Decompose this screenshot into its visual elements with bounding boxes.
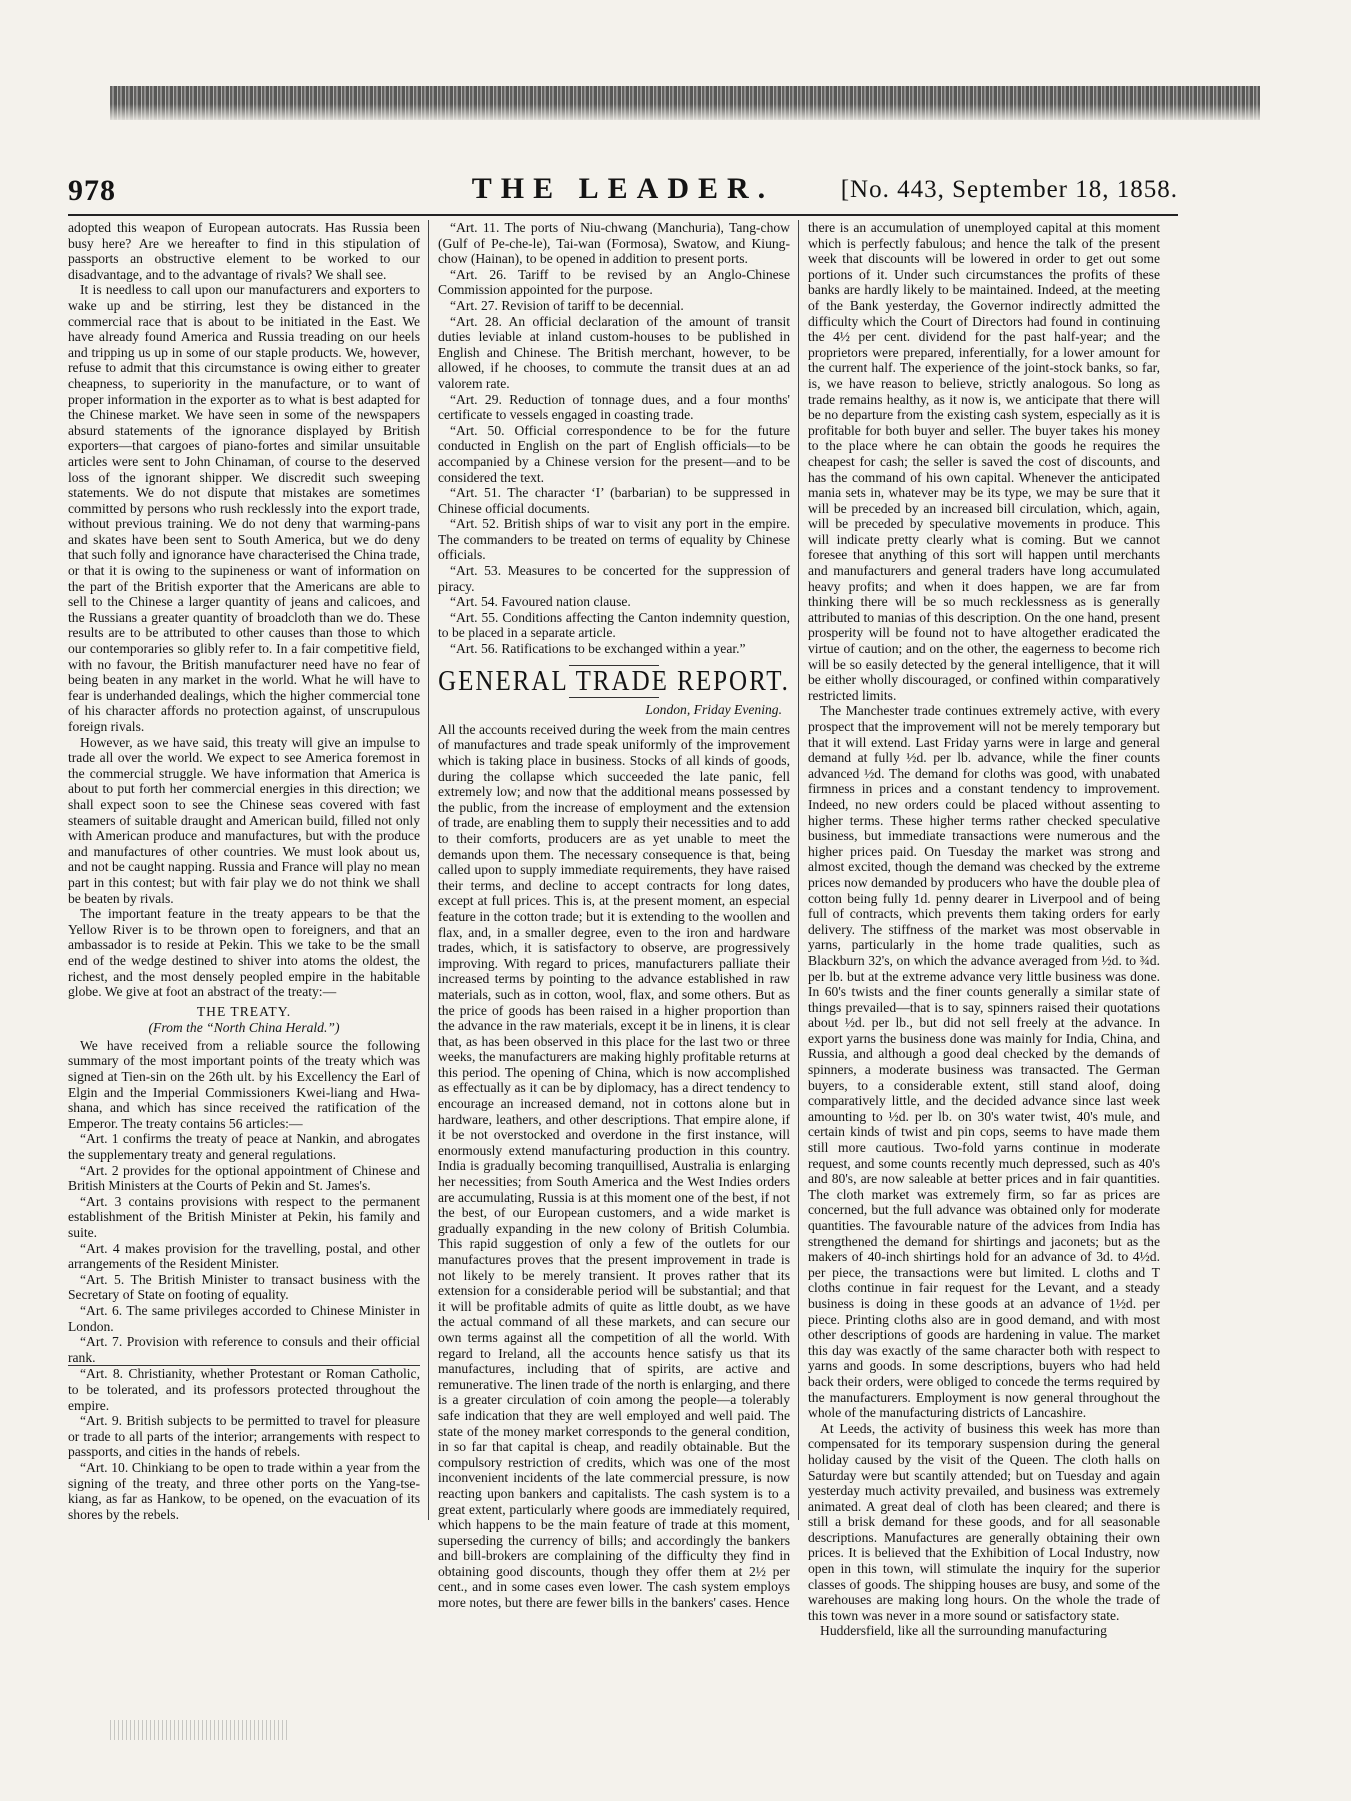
treaty-article: “Art. 2 provides for the optional appointment of Chinese and British Ministers at the Courts of Pekin and St. James's. xyxy=(68,1162,420,1194)
issue-date: [No. 443, September 18, 1858. xyxy=(840,176,1178,203)
masthead xyxy=(68,170,1178,214)
section-rule xyxy=(569,697,659,698)
treaty-article: “Art. 1 confirms the treaty of peace at Nankin, and abrogates the supplementary treaty and general regulations. xyxy=(68,1131,420,1163)
paragraph: The important feature in the treaty appears to be that the Yellow River is to be thrown open to foreigners, and that an ambassador is to reside at Pekin. This we take to be the small end of the wedge destined to shiver into atoms the oldest, the richest, and the most densely peopled empire in the habitable globe. We give at foot an abstract of the treaty:— xyxy=(68,906,420,1000)
masthead-rule xyxy=(68,214,1178,216)
paragraph: At Leeds, the activity of business this week has more than compensated for its temporary suspension during the general holiday caused by the visit of the Queen. The cloth halls on Saturday were but scantily attended; but on Tuesday and again yesterday much activity prevailed, and business was extremely animated. A great deal of cloth has been cleared; and there is still a brisk demand for these goods, and for all seasonable descriptions. Manufactures are generally obtaining their own prices. It is believed that the Exhibition of Local Industry, now open in this town, will stimulate the inquiry for the superior classes of goods. The shipping houses are busy, and some of the warehouses are making long hours. On the whole the trade of this town was never in a more sound or satisfactory state. xyxy=(808,1420,1160,1623)
treaty-article: “Art. 10. Chinkiang to be open to trade within a year from the signing of the treaty, and three other ports on the Yang-tse-kiang, as far as Hankow, to be opened, on the evacuation of its shores by the rebels. xyxy=(68,1459,420,1522)
section-heading: GENERAL TRADE REPORT. xyxy=(438,665,790,697)
treaty-source: (From the “North China Herald.”) xyxy=(148,1020,340,1036)
scan-top-margin-noise xyxy=(110,86,1260,120)
treaty-article: “Art. 11. The ports of Niu-chwang (Manchuria), Tang-chow (Gulf of Pe-che-le), Tai-wan (Formosa), Swatow, and Kiung-chow (Hainan), to be opened in addition to present ports. xyxy=(438,220,790,267)
paragraph: All the accounts received during the week from the main centres of manufactures and trade speak uniformly of the improvement which is taking place in business. Stocks of all kinds of goods, during the collapse which succeeded the late panic, fell extremely low; and now that the additional means possessed by the public, from the increase of employment and the extension of trade, are enabling them to supply their necessities and to add to their comforts, producers are as yet unable to meet the demands upon them. The necessary consequence is that, being called upon to supply immediate requirements, they have raised their terms, and decline to accept contracts for long dates, except at full prices. This is, at the present moment, an especial feature in the cotton trade; but it is extending to the woollen and flax, and, in a smaller degree, even to the iron and hardware trades, which, it is satisfactory to observe, are progressively improving. With regard to prices, manufacturers palliate their increased terms by pointing to the advance established in raw materials, such as in cotton, wool, flax, and some others. But as the price of goods has been raised in a higher proportion than the advance in the raw materials, except it be in linens, it is clear that, as has been observed in this place for the last two or three weeks, the manufacturers are making highly profitable returns at this period. The opening of China, which is now accomplished as effectually as it can be by diplomacy, has a direct tendency to encourage an increased demand, not in cottons alone but in hardware, leathers, and other descriptions. That empire alone, if it be not overstocked and overdone in the first instance, will enormously extend manufacturing production in this country. India is gradually becoming tranquillised, Australia is enlarging her necessities; from South America and the West Indies orders are accumulating, Russia is at this moment one of the best, if not the best, of our European customers, and a wide market is gradually expanding in the new colony of British Columbia. This rapid suggestion of only a few of the outlets for our manufactures proves that the present improvement in trade is not likely to be merely transient. It proves rather that its extension for a considerable period will be substantial; and that it will be profitable admits of quite as little doubt, as we have the actual command of all these markets, and can secure our own terms against all the competition of all the world. With regard to Ireland, all the accounts hence satisfy us that its manufactures, including that of spirits, are active and remunerative. The linen trade of the north is enlarging, and there is a greater circulation of coin among the people—a tolerably safe indication that they are well employed and well paid. The state of the money market corresponds to the general condition, in so far that capital is cheap, and readily obtainable. But the compulsory restriction of credits, which was one of the most inconvenient incidents of the late commercial pressure, is now reacting upon bankers and capitalists. The cash system is to a great extent, particularly where goods are immediately required, which happens to be the main feature of trade at this moment, superseding the currency of bills; and accordingly the bankers and bill-brokers are complaining of the difficulty they find in obtaining good discounts, though they offer them at 2½ per cent., and in some cases even lower. The cash system employs more notes, but there are fewer bills in the bankers' cases. Hence xyxy=(438,721,790,1611)
paragraph: there is an accumulation of unemployed capital at this moment which is perfectly fabulous; and hence the talk of the present week that discounts will be lowered in order to get out some portions of it. Under such circumstances the profits of these banks are hardly likely to be maintained. Indeed, at the meeting of the Bank yesterday, the Governor indirectly admitted the difficulty which the Court of Directors had found in continuing the 4½ per cent. dividend for the past half-year; and the proprietors were prepared, inferentially, for a lower amount for the current half. The experience of the joint-stock banks, so far, is, we have reason to believe, strictly analogous. So long as trade remains healthy, as it now is, we anticipate that there will be no departure from the existing cash system, especially as it is profitable for both buyer and seller. The buyer takes his money to the place where he can obtain the goods he requires the cheapest for cash; the seller is saved the cost of discounts, and has the command of his own capital. Whenever the anticipated mania sets in, whatever may be its type, we may be sure that it will be preceded by an increased bill circulation, which, again, will be preceded by speculative movements in produce. This will indicate pretty clearly what is coming. But we cannot foresee that anything of this sort will happen until merchants and manufacturers and general traders have long accumulated heavy profits; and when it does happen, we are far from thinking there will be so much recklessness as is generally attributed to manias of this description. On the one hand, present prosperity will be found not to have altogether eradicated the virtue of caution; and on the other, the eagerness to become rich will be so easily detected by the general intelligence, that it will be either wholly discouraged, or confined within comparatively restricted limits. xyxy=(808,220,1160,703)
paragraph: Huddersfield, like all the surrounding manufacturing xyxy=(820,1623,1107,1639)
treaty-article: “Art. 3 contains provisions with respect to the permanent establishment of the British Minister at Pekin, his family and suite. xyxy=(68,1193,420,1240)
treaty-heading: THE TREATY. xyxy=(196,1003,292,1019)
treaty-article: “Art. 55. Conditions affecting the Canton indemnity question, to be placed in a separate article. xyxy=(438,609,790,641)
scan-bottom-noise xyxy=(110,1720,290,1740)
treaty-article: “Art. 54. Favoured nation clause. xyxy=(450,594,631,610)
treaty-article: “Art. 7. Provision with reference to consuls and their official rank. xyxy=(68,1334,420,1365)
paragraph: It is needless to call upon our manufacturers and exporters to wake up and be stirring, lest they be distanced in the commercial race that is about to be initiated in the East. We have already found America and Russia treading on our heels and tripping us up in some of our staple products. We, however, refuse to admit that this circumstance is owing either to greater cheapness, to superiority in the manufacture, or to want of proper information in the exporter as to what is best adapted for the Chinese market. We have seen in some of the newspapers absurd statements of the ignorance displayed by British exporters—that cargoes of piano-fortes and similar unsuitable articles were sent to John Chinaman, of course to the deserved loss of the ignorant shipper. We discredit such sweeping statements. We do not dispute that mistakes are sometimes committed by persons who rush recklessly into the export trade, without previous training. We do not deny that warming-pans and skates have been sent to South America, but we do deny that such folly and ignorance have characterised the China trade, or that it is owing to the supineness or want of information on the part of the British exporter that the Americans are able to sell to the Chinese a larger quantity of jeans and calicoes, and the Russians a greater quantity of broadcloth than we do. These results are to be attributed to other causes than those to which our contemporaries so glibly refer to. In a fair competitive field, with no favour, the British manufacturer need have no fear of being beaten in any market in the world. What he will have to fear is underhanded dealings, which the higher commercial tone of his character affords no protection against, of unscrupulous foreign rivals. xyxy=(68,282,420,734)
newspaper-title: THE LEADER. xyxy=(471,172,775,205)
treaty-article: “Art. 26. Tariff to be revised by an Anglo-Chinese Commission appointed for the purpose. xyxy=(438,266,790,298)
column-divider xyxy=(428,220,429,1520)
column-2 xyxy=(438,220,790,1611)
dateline: London, Friday Evening. xyxy=(645,702,782,718)
treaty-article: “Art. 53. Measures to be concerted for the suppression of piracy. xyxy=(438,563,790,594)
treaty-article: “Art. 5. The British Minister to transact business with the Secretary of State on footing of equality. xyxy=(68,1271,420,1303)
column-3 xyxy=(808,220,1160,1639)
paragraph: However, as we have said, this treaty will give an impulse to trade all over the world. We expect to see America foremost in the commercial struggle. We have information that America is about to put forth her commercial energies in this direction; we shall expect soon to see the Chinese seas covered with fast steamers of suitable draught and American build, filled not only with American produce and manufactures, but with the produce and manufactures of other countries. We must look about us, and not be caught napping. Russia and France will play no mean part in this contest; but with fair play we do not think we shall be beaten by rivals. xyxy=(68,734,420,906)
treaty-article: “Art. 52. British ships of war to visit any port in the empire. The commanders to be treated on terms of equality by Chinese officials. xyxy=(438,516,790,563)
treaty-article: “Art. 51. The character ‘I’ (barbarian) to be suppressed in Chinese official documents. xyxy=(438,485,790,516)
treaty-article: “Art. 56. Ratifications to be exchanged within a year.” xyxy=(450,641,746,657)
treaty-article: “Art. 4 makes provision for the travelling, postal, and other arrangements of the Resident Minister. xyxy=(68,1240,420,1272)
treaty-article: “Art. 8. Christianity, whether Protestant or Roman Catholic, to be tolerated, and its professors protected throughout the empire. xyxy=(68,1366,420,1413)
treaty-article: “Art. 9. British subjects to be permitted to travel for pleasure or trade to all parts of the interior; arrangements with respect to passports, and cities in the hands of rebels. xyxy=(68,1413,420,1460)
treaty-article: “Art. 29. Reduction of tonnage dues, and a four months' certificate to vessels engaged in coasting trade. xyxy=(438,391,790,423)
paragraph: adopted this weapon of European autocrats. Has Russia been busy here? Are we hereafter to find in this stipulation of passports an obstructive element to be worked to our disadvantage, and to the advantage of rivals? We shall see. xyxy=(68,220,420,282)
paragraph: The Manchester trade continues extremely active, with every prospect that the improvement will not be merely temporary but that it will extend. Last Friday yarns were in large and general demand at fully ½d. per lb. advance, while the finer counts advanced ½d. The demand for cloths was good, with unabated firmness in prices and a constant tendency to improvement. Indeed, no new orders could be placed without assenting to higher terms. These higher terms rather checked speculative business, but immediate transactions were numerous and the higher prices paid. On Tuesday the market was strong and almost excited, though the demand was checked by the extreme prices now demanded by producers who have the double plea of cotton being fully 1d. penny dearer in Liverpool and of being full of contracts, which prevents them taking orders for early delivery. The stiffness of the market was most observable in yarns, particularly in the home trade qualities, such as Blackburn 32's, on which the advance averaged from ½d. to ¾d. per lb. but at the extreme advance very little business was done. In 60's twists and the finer counts generally a similar state of things prevailed—that is to say, spinners raised their quotations about ½d. per lb., but did not sell freely at the advance. In export yarns the business done was mainly for India, China, and Russia, and although a good deal checked by the demands of spinners, a moderate business was transacted. The German buyers, to a considerable extent, still stand aloof, doing comparatively little, and the decided advance since last week amounting to ½d. per lb. on 30's water twist, 40's mule, and certain kinds of twist and pin cops, seems to have made them still more cautious. Two-fold yarns continue in moderate request, and some counts recently much depressed, such as 40's and 80's, are now saleable at better prices and in fair quantities. The cloth market was extremely firm, so far as prices are concerned, but the full advance was obtained only for moderate quantities. The favourable nature of the advices from India has strengthened the demand for shirtings and jaconets; but as the makers of 40-inch shirtings hold for an advance of 3d. to 4½d. per piece, the transactions were but limited. L cloths and T cloths continue in fair request for the Levant, and a steady business is doing in these goods at an advance of 1½d. per piece. Printing cloths also are in good demand, and with most other descriptions of goods are hardening in value. The market this day was exactly of the same character both with respect to yarns and goods. In some descriptions, buyers who had held back their orders, were obliged to concede the terms required by the manufacturers. Employment is now general throughout the whole of the manufacturing districts of Lancashire. xyxy=(808,703,1160,1421)
treaty-article: “Art. 27. Revision of tariff to be decennial. xyxy=(450,297,684,313)
treaty-article: “Art. 50. Official correspondence to be for the future conducted in English on the part of English officials—to be accompanied by a Chinese version for the present—and to be considered the text. xyxy=(438,422,790,485)
column-1 xyxy=(68,220,420,1520)
treaty-article: “Art. 28. An official declaration of the amount of transit duties leviable at inland custom-houses to be published in English and Chinese. The British merchant, however, to be allowed, if he chooses, to commute the transit dues at an ad valorem rate. xyxy=(438,313,790,391)
column-divider xyxy=(798,220,799,1520)
paragraph: We have received from a reliable source the following summary of the most important points of the treaty which was signed at Tien-sin on the 26th ult. by his Excellency the Earl of Elgin and the Imperial Commissioners Kwei-liang and Hwa-shana, and which has since received the ratification of the Emperor. The treaty contains 56 articles:— xyxy=(68,1037,420,1131)
page-number: 978 xyxy=(68,174,116,207)
treaty-article: “Art. 6. The same privileges accorded to Chinese Minister in London. xyxy=(68,1302,420,1334)
